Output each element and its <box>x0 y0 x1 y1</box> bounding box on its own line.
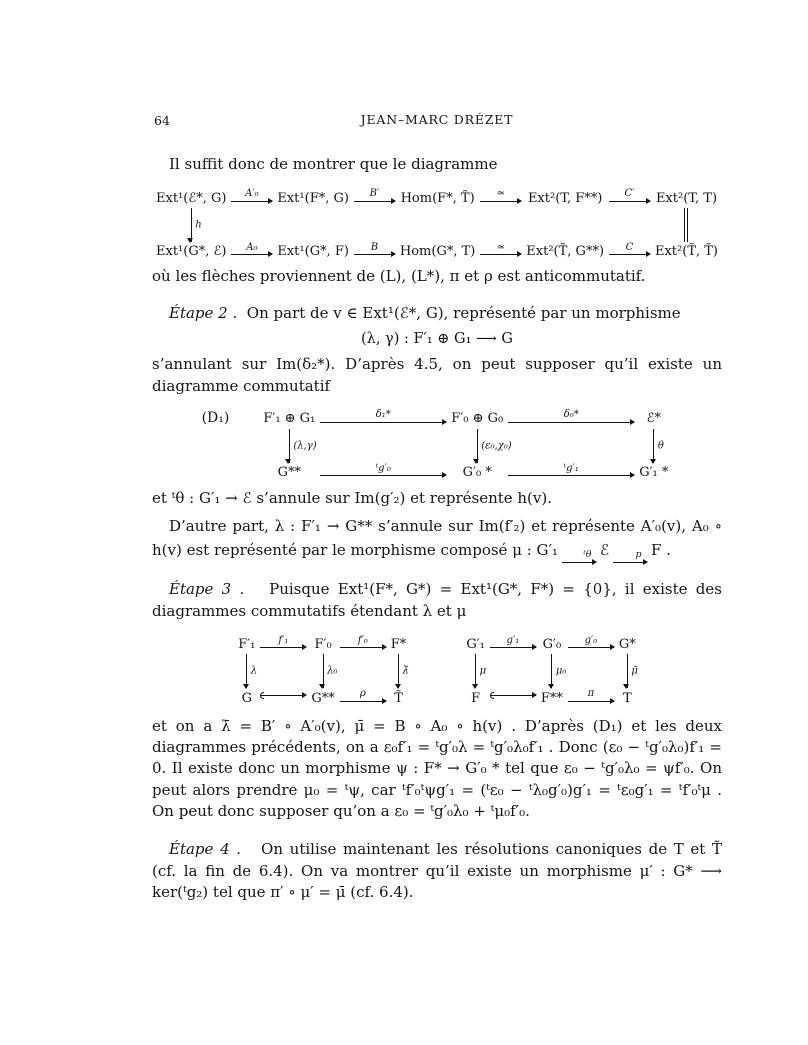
spacer <box>339 671 387 672</box>
diagram-node: F** <box>540 690 563 706</box>
horizontal-arrow <box>230 188 273 208</box>
diagram-node: ℰ* <box>646 411 661 427</box>
paragraph-dautre-part <box>152 514 722 563</box>
vertical-arrow-label: μ₀ <box>555 665 567 677</box>
vertical-arrow-line <box>191 208 192 242</box>
vertical-arrow <box>152 208 230 242</box>
paragraph-etape-4 <box>152 839 722 903</box>
diagram-node: F′₀ <box>314 637 332 653</box>
arrow-label: ρ <box>359 688 366 700</box>
diagram-d1-wrap <box>152 409 722 482</box>
etape-4-label: Étape 4 . <box>169 840 242 859</box>
diagram-node: Ext²(T, T) <box>655 190 718 206</box>
horizontal-arrow <box>339 635 387 655</box>
arrow-line <box>340 647 386 648</box>
arrow-line <box>480 201 521 202</box>
vertical-arrow-line <box>246 654 247 688</box>
arrow-label: A₀ <box>246 241 258 253</box>
diagram-node: Ext¹(F*, G) <box>277 190 349 206</box>
vertical-arrow-label: λ̄ <box>402 665 409 677</box>
vertical-arrow <box>307 654 338 688</box>
arrow-line <box>568 701 614 702</box>
inline-arrow <box>613 550 647 563</box>
diagram-node: F′₁ ⊕ G₁ <box>263 411 316 427</box>
diagram-node: F′₁ <box>238 637 256 653</box>
horizontal-arrow <box>319 463 447 483</box>
arrow-line <box>609 254 650 255</box>
arrow-label: A′₀ <box>245 188 259 200</box>
diagram-node: T <box>623 690 632 706</box>
spacer <box>608 224 651 225</box>
display-formula: (λ, γ) : F′₁ ⊕ G₁ ⟶ G <box>360 330 513 347</box>
arrow-label: ≃ <box>496 188 506 200</box>
horizontal-arrow <box>259 635 307 655</box>
horizontal-arrow <box>319 409 447 429</box>
arrow-label: ≃ <box>496 241 506 253</box>
spacer <box>479 224 522 225</box>
diagram-node: G′₁ <box>466 637 485 653</box>
paragraph-calcul: et on a λ̄ = B′ ∘ A′₀(v), μ̄ = B ∘ A₀ ∘ h(v) . D’après (D₁) et les deux diagrammes précédents, on a ε₀f′₁ = ᵗg′₀λ = ᵗg′₀λ₀f′₁ . Donc (ε₀ − ᵗg′₀λ₀)f′₁ = 0. Il existe donc un morphisme ψ : F* → G′₀ * tel que ε₀ − ᵗg′₀λ₀ = ψf′₀. On peut alors prendre μ₀ = ᵗψ, car ᵗf′₀ᵗψg′₁ = (ᵗε₀ − ᵗλ₀g′₀)g′₁ = ᵗε₀g′₁ = ᵗf′₀ᵗμ . On peut donc supposer qu’on a ε₀ = ᵗg′₀λ₀ + ᵗμ₀f′₀. <box>152 716 722 821</box>
arrow-line <box>260 695 306 696</box>
arrow-label: π <box>587 688 595 700</box>
arrow-label: δ₀* <box>563 409 579 421</box>
vertical-arrow <box>387 654 411 688</box>
diagram-node: F* <box>390 637 407 653</box>
horizontal-arrow <box>339 688 387 708</box>
spacer <box>319 445 447 446</box>
arrow-line <box>490 647 536 648</box>
spacer <box>273 224 353 225</box>
spacer <box>567 671 615 672</box>
arrow-line <box>320 475 446 476</box>
horizontal-arrow <box>567 635 615 655</box>
diagram-node: G′₁ * <box>639 464 669 480</box>
horizontal-arrow <box>608 188 651 208</box>
hook-arrow <box>259 694 307 702</box>
arrow-line <box>613 562 647 563</box>
horizontal-arrow <box>608 242 651 262</box>
horizontal-arrow <box>567 688 615 708</box>
vertical-arrow-label: λ₀ <box>327 665 338 677</box>
spacer <box>489 671 537 672</box>
arrow-line <box>490 695 536 696</box>
arrow-label: f′₀ <box>357 634 368 646</box>
page-header <box>152 112 722 130</box>
vertical-arrow-line <box>627 654 628 688</box>
arrow-label: C′ <box>624 188 635 200</box>
vertical-arrow <box>537 654 567 688</box>
inline-arrow <box>562 550 596 563</box>
diagram-node: Ext²(T̃, T̃) <box>654 244 718 260</box>
diagram-node: G′₀ * <box>462 464 492 480</box>
diagram-node: Ext²(T̃, G**) <box>526 244 605 260</box>
diagram-node: Ext¹(G*, ℰ) <box>156 244 227 260</box>
arrow-line <box>354 201 395 202</box>
vertical-arrow <box>234 654 259 688</box>
arrow-line <box>260 647 306 648</box>
vertical-arrow-line <box>398 654 399 688</box>
vertical-arrow-label: μ̄ <box>631 665 638 677</box>
vertical-arrow-line <box>475 654 476 688</box>
arrow-line <box>562 562 596 563</box>
diagram-node: G** <box>277 464 301 480</box>
paragraph-fleches: où les flèches proviennent de (L), (L*), π et ρ est anticommutatif. <box>152 267 646 286</box>
diagram-node: F <box>471 690 481 706</box>
diagram-node: Ext²(T, F**) <box>527 190 603 206</box>
spacer <box>507 445 635 446</box>
vertical-arrow-line <box>653 429 654 463</box>
vertical-arrow-line <box>551 654 552 688</box>
horizontal-arrow <box>507 409 635 429</box>
arrow-label: B′ <box>369 188 380 200</box>
commutative-diagram-left <box>234 635 410 708</box>
hook-arrow <box>489 694 537 702</box>
horizontal-arrow <box>479 188 522 208</box>
arrow-label: g′₀ <box>584 634 598 646</box>
paragraph-etape-3 <box>152 579 722 622</box>
horizontal-arrow <box>507 463 635 483</box>
dautre-part-text-3: F . <box>651 541 671 560</box>
vertical-arrow-label: λ <box>250 665 258 677</box>
arrow-line <box>320 422 446 423</box>
horizontal-arrow <box>353 188 396 208</box>
intro-paragraph: Il suffit donc de montrer que le diagramme <box>169 155 498 173</box>
vertical-arrow-label: μ <box>479 665 487 677</box>
etape-2-text: On part de v ∈ Ext¹(ℰ*, G), représenté par un morphisme <box>246 303 681 322</box>
vertical-arrow <box>635 429 672 463</box>
horizontal-arrow <box>479 242 522 262</box>
spacer <box>522 224 608 225</box>
arrow-label: p <box>635 549 642 561</box>
spacer <box>396 224 479 225</box>
arrow-line <box>609 201 650 202</box>
arrow-line <box>480 254 521 255</box>
arrow-label: ᵗθ <box>583 549 592 561</box>
horizontal-arrow <box>489 635 537 655</box>
arrow-line <box>568 647 614 648</box>
etape-3-text: Puisque Ext¹(F*, G*) = Ext¹(G*, F*) = {0}, il existe des diagrammes commutatifs étendant λ et μ <box>152 580 722 620</box>
diagram-node: G* <box>618 637 636 653</box>
diagram-node: Hom(F*, T̃) <box>400 190 475 206</box>
etape-4-text: On utilise maintenant les résolutions canoniques de T et T̃ (cf. la fin de 6.4). On va montrer qu’il existe un morphisme μ′ : G* ⟶ ker(ᵗg₂) tel que π′ ∘ μ′ = μ̄ (cf. 6.4). <box>152 840 722 901</box>
running-title: JEAN–MARC DRÉZET <box>360 112 514 127</box>
spacer <box>230 224 273 225</box>
arrow-line <box>508 475 634 476</box>
equality-double-bar <box>684 208 688 242</box>
diagram-node: G <box>241 690 252 706</box>
vertical-arrow-line <box>477 429 478 463</box>
vertical-arrow <box>447 429 512 463</box>
vertical-arrow <box>462 654 489 688</box>
vertical-arrow-line <box>323 654 324 688</box>
diagram-node: G′₀ <box>542 637 562 653</box>
dautre-part-text-1: D’autre part, λ : F′₁ → G** s’annule sur Im(f′₂) et représente A′₀(v), A₀ ∘ h(v) est représenté par le morphisme composé μ : G′₁ <box>152 517 722 560</box>
diagram-node: G** <box>311 690 335 706</box>
vertical-arrow <box>615 654 640 688</box>
vertical-arrow-label: (λ,γ) <box>293 440 317 452</box>
arrow-label: B <box>370 241 379 253</box>
arrow-line <box>508 422 634 423</box>
horizontal-arrow <box>353 242 396 262</box>
dautre-part-text-2: ℰ <box>599 541 610 560</box>
horizontal-arrow <box>230 242 273 262</box>
diagram-d1-label: (D₁) <box>201 410 230 427</box>
etape-3-label: Étape 3 . <box>169 580 245 599</box>
spacer <box>259 671 307 672</box>
diagram-node: F′₀ ⊕ G₀ <box>451 411 504 427</box>
arrow-label: ᵗg′₁ <box>563 462 579 474</box>
arrow-label: f′₁ <box>278 634 289 646</box>
etape-2-label: Étape 2 . <box>169 303 238 322</box>
arrow-line <box>231 254 272 255</box>
diagram-node: T̃ <box>394 690 403 706</box>
paragraph-ttheta: et ᵗθ : G′₁ → ℰ s’annule sur Im(g′₂) et représente h(v). <box>152 489 553 508</box>
arrow-line <box>340 701 386 702</box>
page-number: 64 <box>154 113 170 128</box>
paragraph-etape-2-suite: s’annulant sur Im(δ₂*). D’après 4.5, on peut supposer qu’il existe un diagramme commutatif <box>152 355 722 395</box>
arrow-label: C <box>625 241 634 253</box>
diagram-node: Hom(G*, T) <box>399 244 476 260</box>
diagram-pair-wrap <box>152 635 722 708</box>
arrow-label: g′₁ <box>506 634 520 646</box>
vertical-arrow <box>259 429 319 463</box>
diagram-node: Ext¹(ℰ*, G) <box>156 190 227 206</box>
arrow-line <box>231 201 272 202</box>
vertical-arrow-label: h <box>195 219 202 231</box>
arrow-label: ᵗg′₀ <box>375 462 391 474</box>
spacer <box>353 224 396 225</box>
paragraph-etape-2 <box>152 303 722 324</box>
diagram-node: Ext¹(G*, F) <box>277 244 349 260</box>
vertical-arrow-line <box>289 429 290 463</box>
commutative-diagram-right <box>462 635 639 708</box>
arrow-line <box>354 254 395 255</box>
vertical-arrow-label: θ <box>657 440 664 452</box>
commutative-diagram-1 <box>152 188 722 261</box>
vertical-arrow-label: (ε₀,χ₀) <box>481 440 512 452</box>
arrow-label: δ₁* <box>375 409 391 421</box>
commutative-diagram-d1 <box>259 409 672 482</box>
